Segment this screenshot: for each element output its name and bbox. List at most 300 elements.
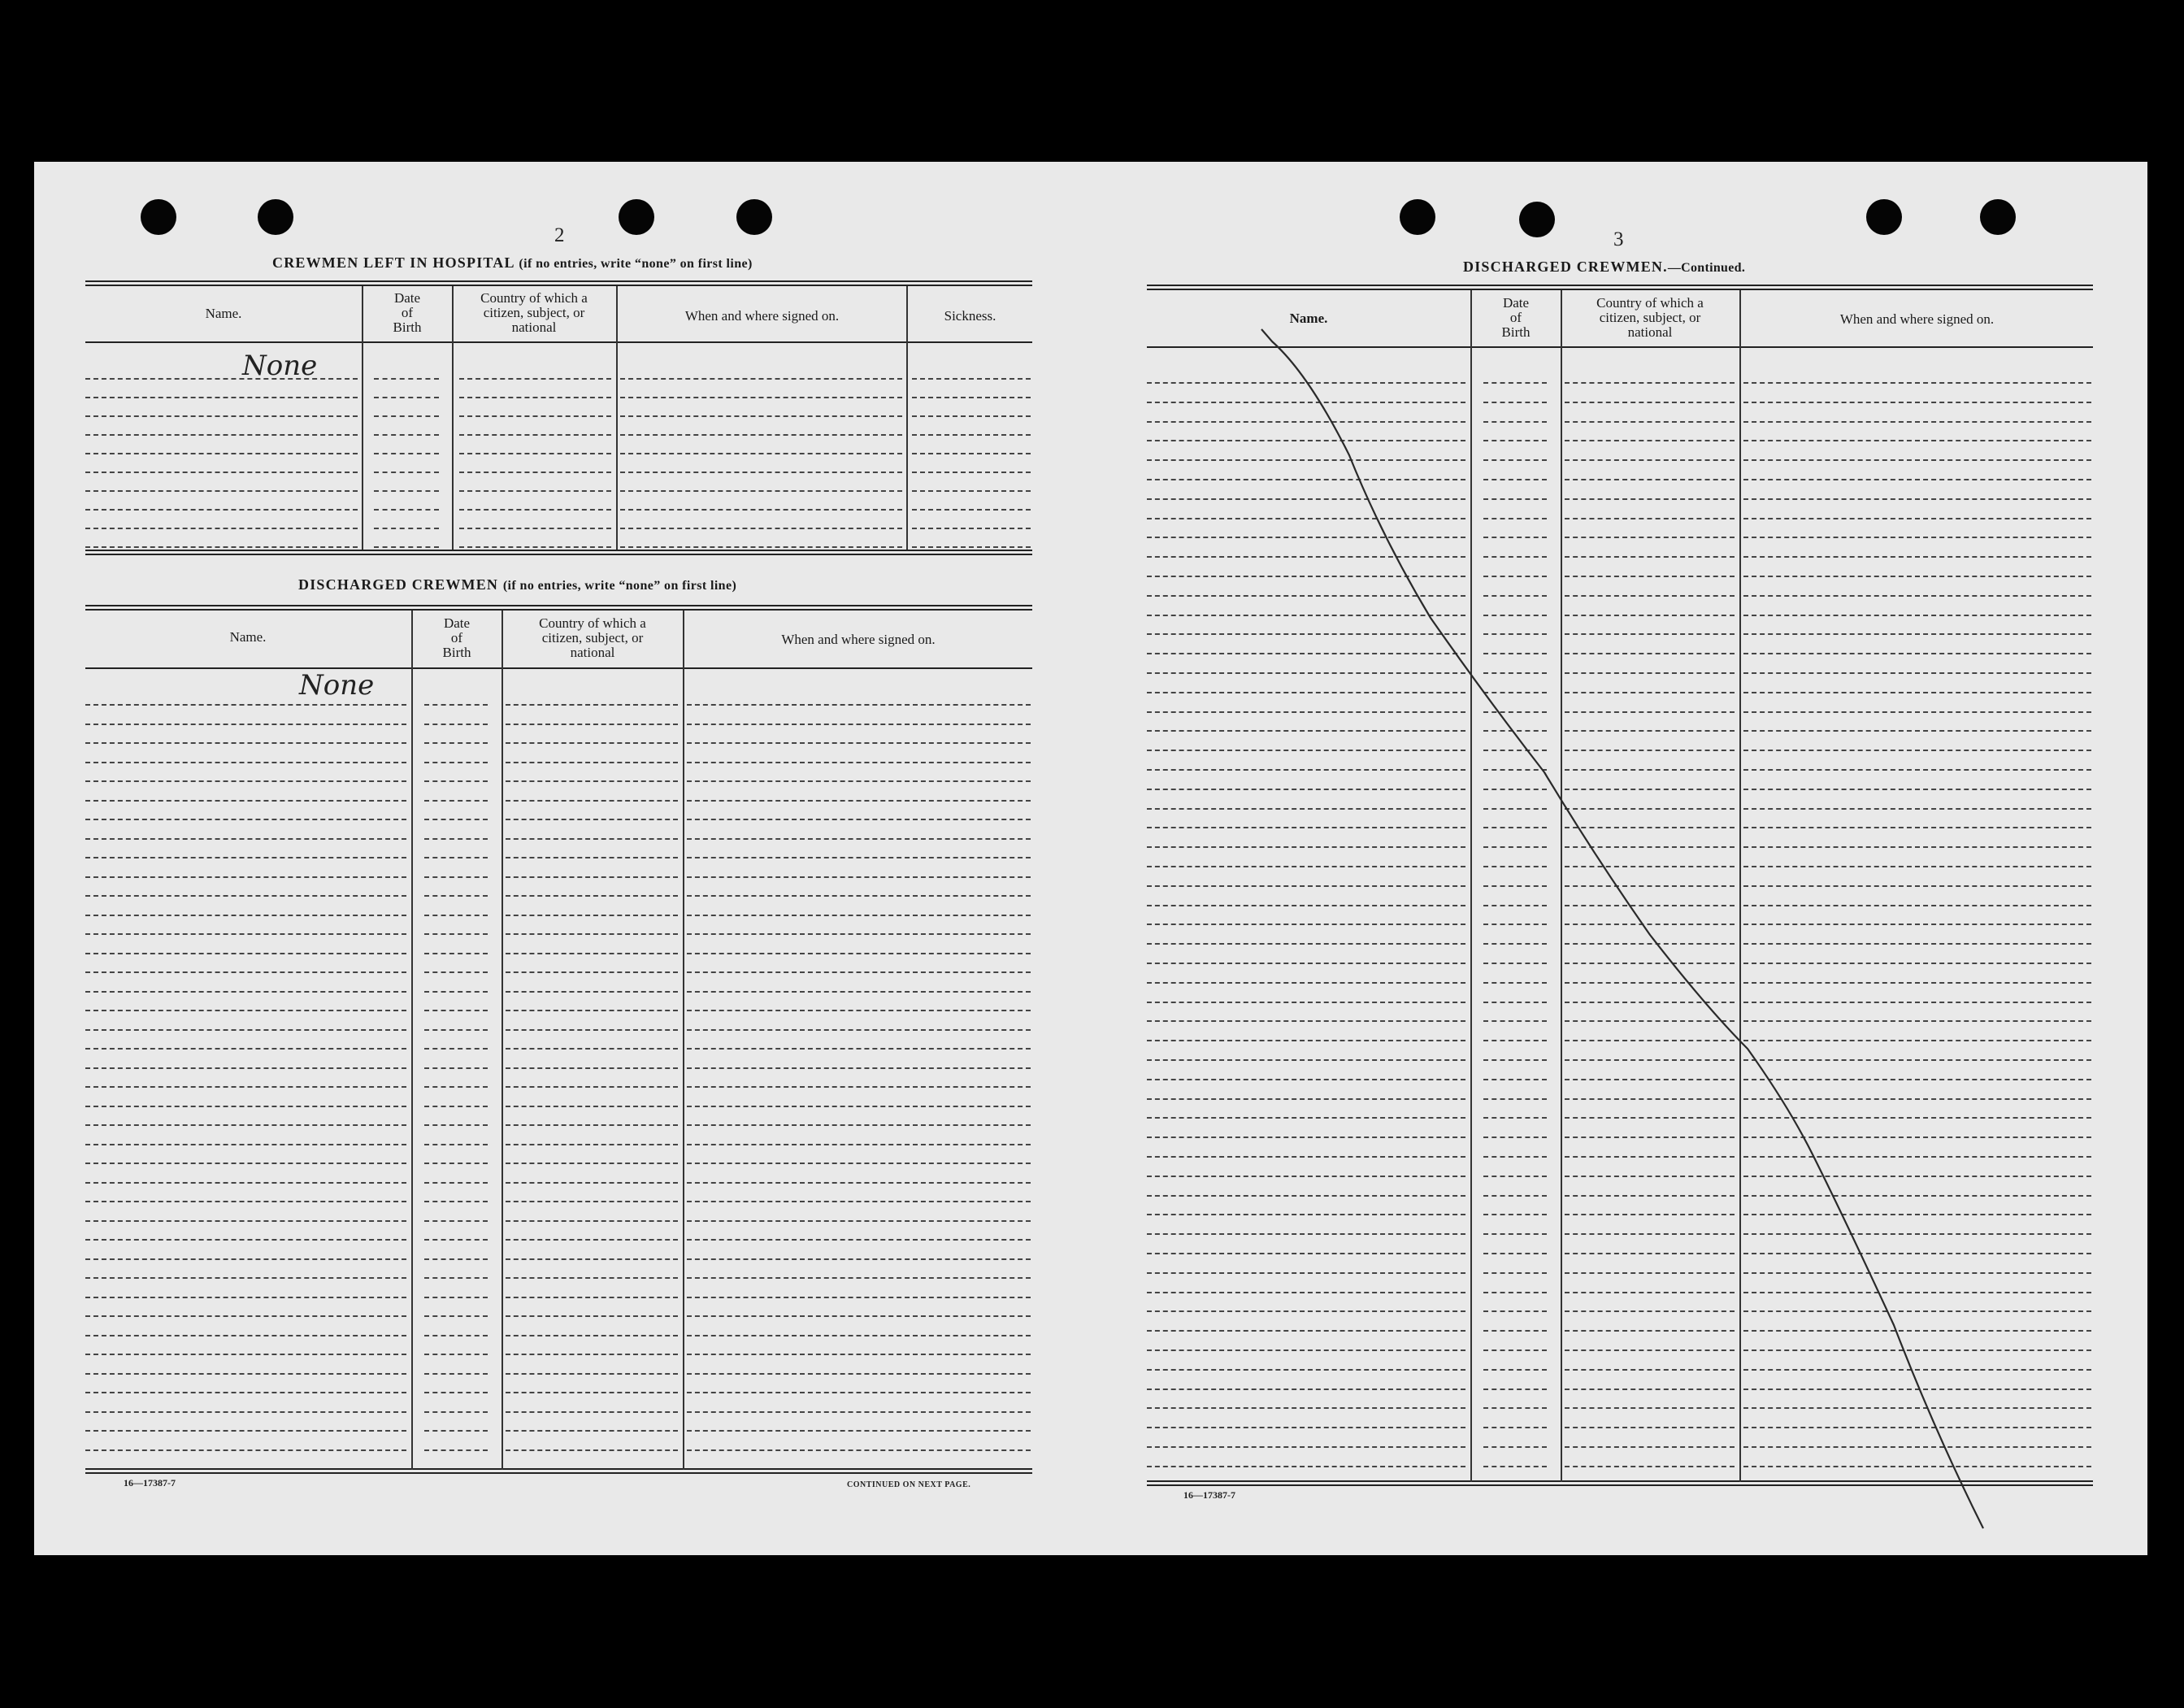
ruled-line	[1147, 1292, 1465, 1293]
ruled-line	[1743, 1059, 2091, 1061]
ruled-line	[1565, 1369, 1735, 1371]
ruled-line	[506, 971, 678, 973]
binder-hole	[1519, 202, 1555, 237]
ruled-line	[1483, 440, 1547, 441]
ruled-line	[1743, 1233, 2091, 1235]
ruled-line	[1565, 633, 1735, 635]
ruled-line	[1147, 1117, 1465, 1119]
ruled-line	[459, 434, 611, 436]
ruled-line	[687, 724, 1031, 725]
ruled-line	[1743, 808, 2091, 810]
ruled-line	[1565, 1466, 1735, 1467]
ruled-line	[374, 453, 439, 454]
ruled-line	[506, 1220, 678, 1222]
ruled-line	[1147, 1407, 1465, 1409]
ruled-line	[85, 1010, 406, 1011]
ruled-line	[506, 953, 678, 954]
ruled-line	[1147, 1446, 1465, 1448]
ruled-line	[687, 1335, 1031, 1336]
ruled-line	[424, 953, 488, 954]
ruled-line	[1147, 963, 1465, 964]
ruled-line	[1743, 518, 2091, 519]
ruled-line	[1483, 866, 1547, 867]
ruled-line	[85, 991, 406, 993]
ruled-line	[85, 704, 406, 706]
ruled-line	[424, 1335, 488, 1336]
ruled-line	[1565, 1407, 1735, 1409]
hospital-col-divider	[452, 286, 454, 550]
ruled-line	[506, 1048, 678, 1050]
ruled-line	[1483, 653, 1547, 654]
ruled-line	[687, 1124, 1031, 1126]
ruled-line	[424, 1201, 488, 1202]
ruled-line	[687, 762, 1031, 763]
binder-hole	[736, 199, 772, 235]
ruled-line	[85, 1086, 406, 1088]
ruled-line	[1147, 827, 1465, 828]
ruled-line	[1147, 1310, 1465, 1312]
ruled-line	[1565, 885, 1735, 887]
ruled-line	[85, 1163, 406, 1164]
discharged-col-divider	[411, 611, 413, 1470]
ruled-line	[1565, 1310, 1735, 1312]
ruled-line	[1743, 885, 2091, 887]
ruled-line	[912, 415, 1031, 417]
ruled-line	[1743, 479, 2091, 480]
ruled-line	[374, 434, 439, 436]
ruled-line	[506, 1335, 678, 1336]
ruled-line	[1483, 1349, 1547, 1351]
ruled-line	[85, 876, 406, 878]
ruled-line	[620, 415, 902, 417]
ruled-line	[1743, 1079, 2091, 1080]
ruled-line	[85, 1067, 406, 1069]
ruled-line	[506, 1297, 678, 1298]
hospital-col-country: Country of which a citizen, subject, or national	[480, 290, 588, 335]
ruled-line	[1147, 672, 1465, 674]
ruled-line	[1743, 672, 2091, 674]
ruled-line	[506, 742, 678, 744]
ruled-line	[1565, 576, 1735, 577]
ruled-line	[85, 1048, 406, 1050]
ruled-line	[1147, 595, 1465, 597]
ruled-line	[1743, 1195, 2091, 1197]
ruled-line	[1565, 1176, 1735, 1177]
ruled-line	[1565, 982, 1735, 984]
ruled-line	[506, 800, 678, 802]
ruled-line	[1743, 1330, 2091, 1332]
ruled-line	[424, 1297, 488, 1298]
ruled-line	[1147, 1059, 1465, 1061]
ruled-line	[1147, 692, 1465, 693]
ruled-line	[85, 971, 406, 973]
ruled-line	[1743, 1156, 2091, 1158]
ruled-line	[1147, 1233, 1465, 1235]
discharged-col-name: Name.	[229, 629, 267, 645]
ruled-line	[1743, 982, 2091, 984]
ruled-line	[459, 509, 611, 511]
document-spread	[34, 162, 2147, 1555]
ruled-line	[1147, 1253, 1465, 1254]
ruled-line	[85, 895, 406, 897]
ruled-line	[85, 1392, 406, 1393]
ruled-line	[1565, 556, 1735, 558]
ruled-line	[424, 1048, 488, 1050]
ruled-line	[1743, 730, 2091, 732]
discharged-table-top-rule	[85, 605, 1032, 611]
ruled-line	[424, 1163, 488, 1164]
ruled-line	[424, 991, 488, 993]
ruled-line	[1483, 1098, 1547, 1100]
ruled-line	[424, 1010, 488, 1011]
ruled-line	[85, 762, 406, 763]
ruled-line	[424, 1239, 488, 1241]
ruled-line	[1147, 1427, 1465, 1428]
ruled-line	[1565, 963, 1735, 964]
ruled-line	[506, 819, 678, 820]
ruled-line	[1483, 827, 1547, 828]
ruled-line	[1743, 905, 2091, 906]
ruled-line	[424, 1220, 488, 1222]
ruled-line	[85, 1354, 406, 1355]
binder-hole	[1400, 199, 1435, 235]
ruled-line	[1483, 1002, 1547, 1003]
hospital-col-divider	[906, 286, 908, 550]
ruled-line	[620, 397, 902, 398]
form-number-right: 16—17387-7	[1183, 1489, 1235, 1501]
ruled-line	[1147, 440, 1465, 441]
ruled-line	[424, 819, 488, 820]
ruled-line	[687, 1392, 1031, 1393]
ruled-line	[1147, 1002, 1465, 1003]
ruled-line	[1147, 905, 1465, 906]
ruled-line	[85, 1029, 406, 1031]
discharged-col-divider	[501, 611, 503, 1470]
ruled-line	[424, 1411, 488, 1413]
ruled-line	[506, 724, 678, 725]
ruled-line	[687, 895, 1031, 897]
discharged-continued-title-text: DISCHARGED CREWMEN.	[1463, 259, 1668, 275]
ruled-line	[1483, 963, 1547, 964]
ruled-line	[424, 1373, 488, 1375]
ruled-line	[687, 1144, 1031, 1145]
ruled-line	[1565, 1446, 1735, 1448]
ruled-line	[1565, 382, 1735, 384]
ruled-line	[1743, 1310, 2091, 1312]
ruled-line	[1743, 866, 2091, 867]
ruled-line	[687, 1163, 1031, 1164]
ruled-line	[1483, 1407, 1547, 1409]
ruled-line	[1147, 402, 1465, 403]
ruled-line	[1483, 943, 1547, 945]
discharged-entry-none: None	[299, 669, 375, 702]
ruled-line	[1743, 846, 2091, 848]
ruled-line	[506, 1124, 678, 1126]
ruled-line	[506, 1315, 678, 1317]
ruled-line	[85, 953, 406, 954]
ruled-line	[459, 528, 611, 529]
ruled-line	[1483, 982, 1547, 984]
ruled-line	[1147, 382, 1465, 384]
ruled-line	[85, 1297, 406, 1298]
ruled-line	[1483, 576, 1547, 577]
ruled-line	[459, 378, 611, 380]
ruled-line	[424, 1106, 488, 1107]
ruled-line	[687, 1182, 1031, 1184]
discharged-col-dob: Date of Birth	[442, 615, 471, 660]
ruled-line	[1743, 615, 2091, 616]
ruled-line	[1743, 1136, 2091, 1138]
ruled-line	[1565, 827, 1735, 828]
ruled-line	[1743, 653, 2091, 654]
ruled-line	[687, 819, 1031, 820]
ruled-line	[1743, 943, 2091, 945]
ruled-line	[424, 1029, 488, 1031]
ruled-line	[1147, 1098, 1465, 1100]
ruled-line	[1743, 459, 2091, 461]
ruled-line	[1743, 1466, 2091, 1467]
ruled-line	[506, 1449, 678, 1451]
ruled-line	[1743, 1002, 2091, 1003]
ruled-line	[1483, 1272, 1547, 1274]
ruled-line	[1147, 459, 1465, 461]
ruled-line	[1147, 1195, 1465, 1197]
ruled-line	[1483, 672, 1547, 674]
ruled-line	[687, 876, 1031, 878]
ruled-line	[1565, 672, 1735, 674]
ruled-line	[1483, 1117, 1547, 1119]
ruled-line	[1565, 1214, 1735, 1215]
ruled-line	[85, 1411, 406, 1413]
ruled-line	[687, 1449, 1031, 1451]
ruled-line	[424, 780, 488, 782]
ruled-line	[424, 724, 488, 725]
ruled-line	[459, 415, 611, 417]
ruled-line	[1147, 498, 1465, 500]
ruled-line	[1565, 711, 1735, 713]
ruled-line	[1565, 1117, 1735, 1119]
ruled-line	[374, 490, 439, 492]
ruled-line	[1147, 769, 1465, 771]
ruled-line	[85, 1449, 406, 1451]
ruled-line	[85, 509, 358, 511]
ruled-line	[506, 1239, 678, 1241]
ruled-line	[506, 838, 678, 840]
ruled-line	[506, 1182, 678, 1184]
hospital-table-bottom-rule	[85, 550, 1032, 555]
discharged-continued-title	[1463, 259, 1745, 276]
ruled-line	[459, 397, 611, 398]
ruled-line	[85, 780, 406, 782]
ruled-line	[85, 1201, 406, 1202]
ruled-line	[85, 1220, 406, 1222]
page-number-right: 3	[1613, 228, 1624, 250]
ruled-line	[620, 509, 902, 511]
continued-col-divider	[1739, 290, 1741, 1482]
ruled-line	[687, 1430, 1031, 1432]
ruled-line	[687, 933, 1031, 935]
ruled-line	[506, 1392, 678, 1393]
discharged-section-title-text: DISCHARGED CREWMEN	[298, 576, 499, 593]
ruled-line	[1483, 382, 1547, 384]
ruled-line	[1565, 1002, 1735, 1003]
continued-col-divider	[1470, 290, 1472, 1482]
discharged-col-divider	[683, 611, 684, 1470]
ruled-line	[912, 434, 1031, 436]
ruled-line	[1147, 789, 1465, 790]
ruled-line	[374, 378, 439, 380]
ruled-line	[1147, 633, 1465, 635]
ruled-line	[912, 528, 1031, 529]
ruled-line	[1147, 924, 1465, 925]
ruled-line	[1743, 1040, 2091, 1041]
ruled-line	[1147, 1272, 1465, 1274]
ruled-line	[1565, 1330, 1735, 1332]
ruled-line	[85, 1106, 406, 1107]
ruled-line	[1565, 769, 1735, 771]
ruled-line	[424, 800, 488, 802]
continued-header-rule	[1147, 346, 2093, 348]
ruled-line	[506, 1277, 678, 1279]
ruled-line	[1483, 1446, 1547, 1448]
discharged-table-bottom-rule	[85, 1468, 1032, 1474]
ruled-line	[506, 780, 678, 782]
ruled-line	[424, 742, 488, 744]
binder-hole	[1980, 199, 2016, 235]
ruled-line	[1147, 982, 1465, 984]
ruled-line	[1743, 498, 2091, 500]
ruled-line	[1483, 537, 1547, 538]
ruled-line	[1483, 459, 1547, 461]
ruled-line	[459, 490, 611, 492]
ruled-line	[1565, 1292, 1735, 1293]
ruled-line	[1147, 653, 1465, 654]
hospital-col-dob: Date of Birth	[393, 290, 422, 335]
ruled-line	[424, 1124, 488, 1126]
ruled-line	[1147, 421, 1465, 423]
ruled-line	[620, 472, 902, 473]
discharged-col-country: Country of which a citizen, subject, or national	[539, 615, 646, 660]
ruled-line	[1483, 1195, 1547, 1197]
ruled-line	[912, 546, 1031, 548]
ruled-line	[459, 453, 611, 454]
ruled-line	[374, 528, 439, 529]
ruled-line	[85, 915, 406, 916]
ruled-line	[1483, 1466, 1547, 1467]
ruled-line	[912, 490, 1031, 492]
ruled-line	[85, 1258, 406, 1260]
ruled-line	[1147, 1020, 1465, 1022]
ruled-line	[912, 378, 1031, 380]
ruled-line	[1565, 789, 1735, 790]
ruled-line	[506, 933, 678, 935]
ruled-line	[506, 704, 678, 706]
ruled-line	[1483, 1310, 1547, 1312]
hospital-col-divider	[616, 286, 618, 550]
ruled-line	[687, 800, 1031, 802]
ruled-line	[1743, 402, 2091, 403]
ruled-line	[1483, 711, 1547, 713]
ruled-line	[1147, 885, 1465, 887]
ruled-line	[1483, 556, 1547, 558]
ruled-line	[1743, 692, 2091, 693]
ruled-line	[85, 490, 358, 492]
ruled-line	[506, 1258, 678, 1260]
ruled-line	[1483, 479, 1547, 480]
ruled-line	[1147, 1330, 1465, 1332]
ruled-line	[374, 415, 439, 417]
ruled-line	[424, 857, 488, 858]
ruled-line	[1565, 479, 1735, 480]
ruled-line	[424, 1144, 488, 1145]
ruled-line	[1565, 1349, 1735, 1351]
ruled-line	[506, 1010, 678, 1011]
ruled-line	[85, 1182, 406, 1184]
ruled-line	[1743, 556, 2091, 558]
ruled-line	[1483, 1040, 1547, 1041]
ruled-line	[85, 1315, 406, 1317]
ruled-line	[620, 434, 902, 436]
ruled-line	[1483, 633, 1547, 635]
ruled-line	[687, 1297, 1031, 1298]
ruled-line	[1483, 1214, 1547, 1215]
ruled-line	[912, 509, 1031, 511]
ruled-line	[459, 546, 611, 548]
ruled-line	[687, 1258, 1031, 1260]
ruled-line	[1483, 789, 1547, 790]
ruled-line	[1565, 866, 1735, 867]
form-number-left: 16—17387-7	[124, 1477, 176, 1489]
ruled-line	[85, 1373, 406, 1375]
binder-hole	[1866, 199, 1902, 235]
ruled-line	[1147, 750, 1465, 751]
hospital-header-rule	[85, 341, 1032, 343]
ruled-line	[506, 1373, 678, 1375]
ruled-line	[85, 838, 406, 840]
ruled-line	[1483, 885, 1547, 887]
ruled-line	[1565, 1040, 1735, 1041]
ruled-line	[506, 1430, 678, 1432]
ruled-line	[506, 876, 678, 878]
ruled-line	[687, 991, 1031, 993]
ruled-line	[424, 971, 488, 973]
ruled-line	[1743, 1098, 2091, 1100]
ruled-line	[1483, 1389, 1547, 1390]
ruled-line	[1147, 711, 1465, 713]
ruled-line	[1743, 1214, 2091, 1215]
ruled-line	[1483, 518, 1547, 519]
ruled-line	[1565, 421, 1735, 423]
ruled-line	[1565, 692, 1735, 693]
ruled-line	[1565, 653, 1735, 654]
hospital-section-note: (if no entries, write “none” on first line)	[519, 257, 753, 271]
ruled-line	[506, 991, 678, 993]
ruled-line	[1743, 1389, 2091, 1390]
ruled-line	[424, 1430, 488, 1432]
ruled-line	[424, 895, 488, 897]
ruled-line	[1565, 537, 1735, 538]
ruled-line	[1483, 924, 1547, 925]
ruled-line	[687, 857, 1031, 858]
ruled-line	[1743, 1427, 2091, 1428]
ruled-line	[374, 397, 439, 398]
ruled-line	[424, 1392, 488, 1393]
ruled-line	[620, 453, 902, 454]
hospital-table-top-rule	[85, 280, 1032, 286]
ruled-line	[1147, 846, 1465, 848]
ruled-line	[506, 1144, 678, 1145]
ruled-line	[424, 1086, 488, 1088]
